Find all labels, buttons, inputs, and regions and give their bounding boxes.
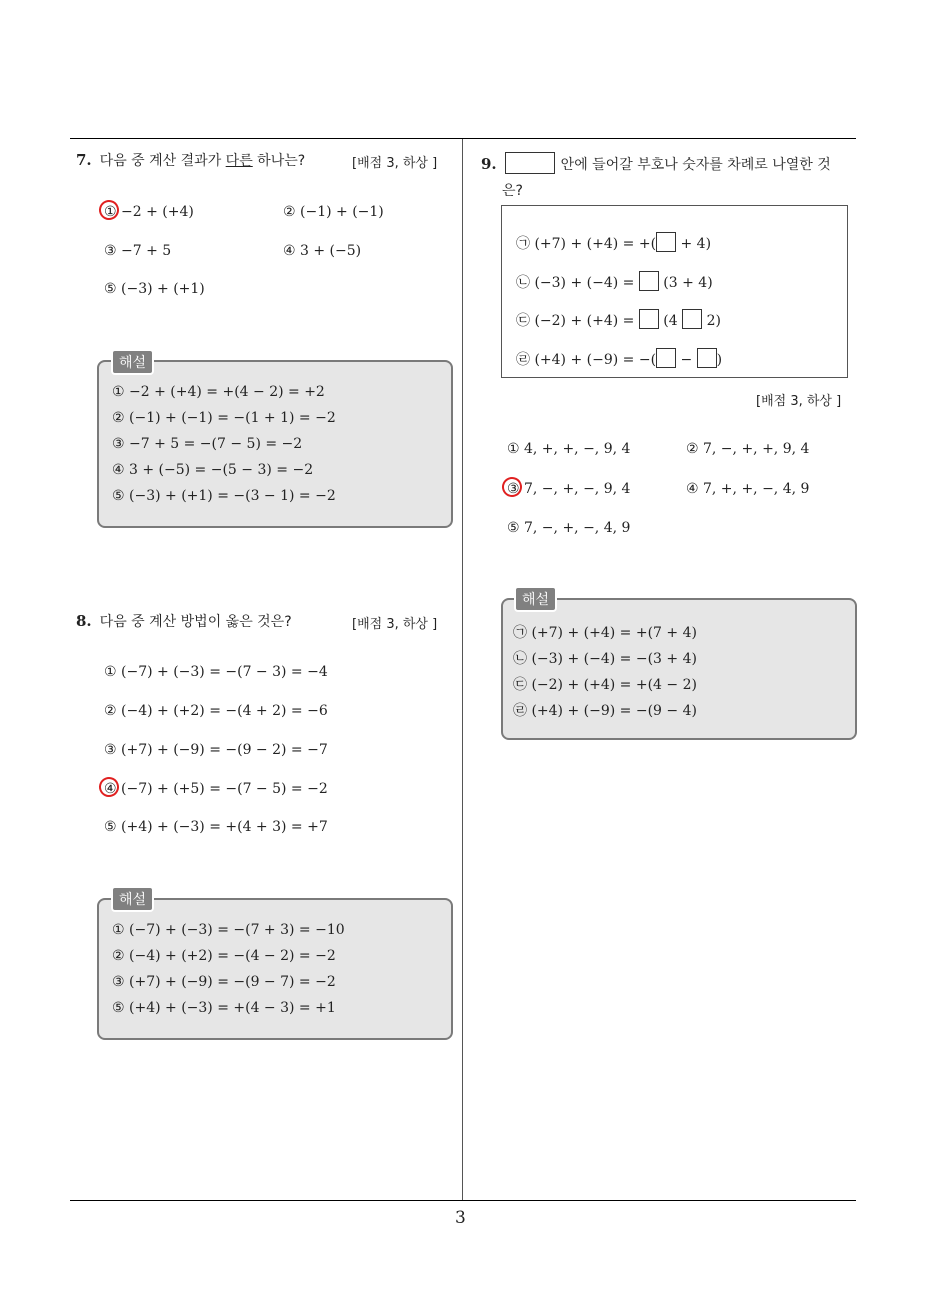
expression-d: ㉣ (+4) + (−9) = −( − ) — [516, 348, 722, 369]
solution-box — [97, 360, 453, 528]
option-5[interactable]: ⑤ 7, −, +, −, 4, 9 — [507, 520, 631, 536]
expression-frame — [501, 205, 848, 378]
option-3[interactable]: ③ 7, −, +, −, 9, 4 — [507, 481, 631, 497]
blank-box — [505, 152, 555, 174]
option-1[interactable]: ① −2 + (+4) — [104, 204, 194, 220]
blank-box — [639, 271, 659, 291]
expression-b: ㉡ (−3) + (−4) = (3 + 4) — [516, 271, 713, 292]
page-number: 3 — [455, 1208, 466, 1228]
question-text: 안에 들어갈 부호나 숫자를 차례로 나열한 것 — [560, 157, 831, 173]
solution-line: ② (−1) + (−1) = −(1 + 1) = −2 — [112, 410, 336, 426]
solution-line: ③ (+7) + (−9) = −(9 − 7) = −2 — [112, 974, 336, 990]
option-4[interactable]: ④ 7, +, +, −, 4, 9 — [686, 481, 810, 497]
question-number: 8. — [76, 612, 92, 630]
question-number: 7. — [76, 151, 92, 169]
option-2[interactable]: ② 7, −, +, +, 9, 4 — [686, 441, 810, 457]
solution-line: ⑤ (+4) + (−3) = +(4 − 3) = +1 — [112, 1000, 336, 1016]
solution-line: ① (−7) + (−3) = −(7 + 3) = −10 — [112, 922, 345, 938]
question-7 — [76, 150, 305, 170]
solution-tag: 해설 — [111, 349, 154, 375]
option-3[interactable]: ③ (+7) + (−9) = −(9 − 2) = −7 — [104, 742, 328, 758]
solution-line: ㉠ (+7) + (+4) = +(7 + 4) — [513, 625, 697, 641]
solution-line: ⑤ (−3) + (+1) = −(3 − 1) = −2 — [112, 488, 336, 504]
option-5[interactable]: ⑤ (+4) + (−3) = +(4 + 3) = +7 — [104, 819, 328, 835]
solution-line: ㉣ (+4) + (−9) = −(9 − 4) — [513, 703, 697, 719]
question-text: 다음 중 계산 결과가 다른 하나는? — [99, 153, 306, 169]
question-8 — [76, 611, 292, 631]
question-text-continued: 은? — [502, 183, 523, 199]
score-label: [배점 3, 하상 ] — [352, 156, 438, 171]
blank-box — [656, 348, 676, 368]
option-4[interactable]: ④ 3 + (−5) — [283, 243, 362, 259]
solution-line: ③ −7 + 5 = −(7 − 5) = −2 — [112, 436, 303, 452]
solution-tag: 해설 — [111, 886, 154, 912]
question-text: 다음 중 계산 방법이 옳은 것은? — [99, 614, 292, 630]
option-5[interactable]: ⑤ (−3) + (+1) — [104, 281, 205, 297]
column-divider — [462, 139, 463, 1201]
blank-box — [639, 309, 659, 329]
solution-line: ② (−4) + (+2) = −(4 − 2) = −2 — [112, 948, 336, 964]
solution-line: ① −2 + (+4) = +(4 − 2) = +2 — [112, 384, 325, 400]
blank-box — [697, 348, 717, 368]
top-rule — [70, 138, 856, 139]
solution-box — [97, 898, 453, 1040]
question-9 — [481, 152, 831, 174]
expression-c: ㉢ (−2) + (+4) = (4 2) — [516, 309, 721, 330]
option-2[interactable]: ② (−1) + (−1) — [283, 204, 384, 220]
question-number: 9. — [481, 155, 497, 173]
option-1[interactable]: ① (−7) + (−3) = −(7 − 3) = −4 — [104, 664, 328, 680]
blank-box — [682, 309, 702, 329]
expression-a: ㉠ (+7) + (+4) = +( + 4) — [516, 232, 711, 253]
option-3[interactable]: ③ −7 + 5 — [104, 243, 172, 259]
solution-line: ④ 3 + (−5) = −(5 − 3) = −2 — [112, 462, 314, 478]
bottom-rule — [70, 1200, 856, 1201]
solution-line: ㉢ (−2) + (+4) = +(4 − 2) — [513, 677, 697, 693]
option-2[interactable]: ② (−4) + (+2) = −(4 + 2) = −6 — [104, 703, 328, 719]
score-label: [배점 3, 하상 ] — [352, 617, 438, 632]
option-4[interactable]: ④ (−7) + (+5) = −(7 − 5) = −2 — [104, 781, 328, 797]
solution-tag: 해설 — [514, 586, 557, 612]
option-1[interactable]: ① 4, +, +, −, 9, 4 — [507, 441, 631, 457]
solution-line: ㉡ (−3) + (−4) = −(3 + 4) — [513, 651, 697, 667]
solution-box — [501, 598, 857, 740]
blank-box — [656, 232, 676, 252]
score-label: [배점 3, 하상 ] — [756, 394, 842, 409]
